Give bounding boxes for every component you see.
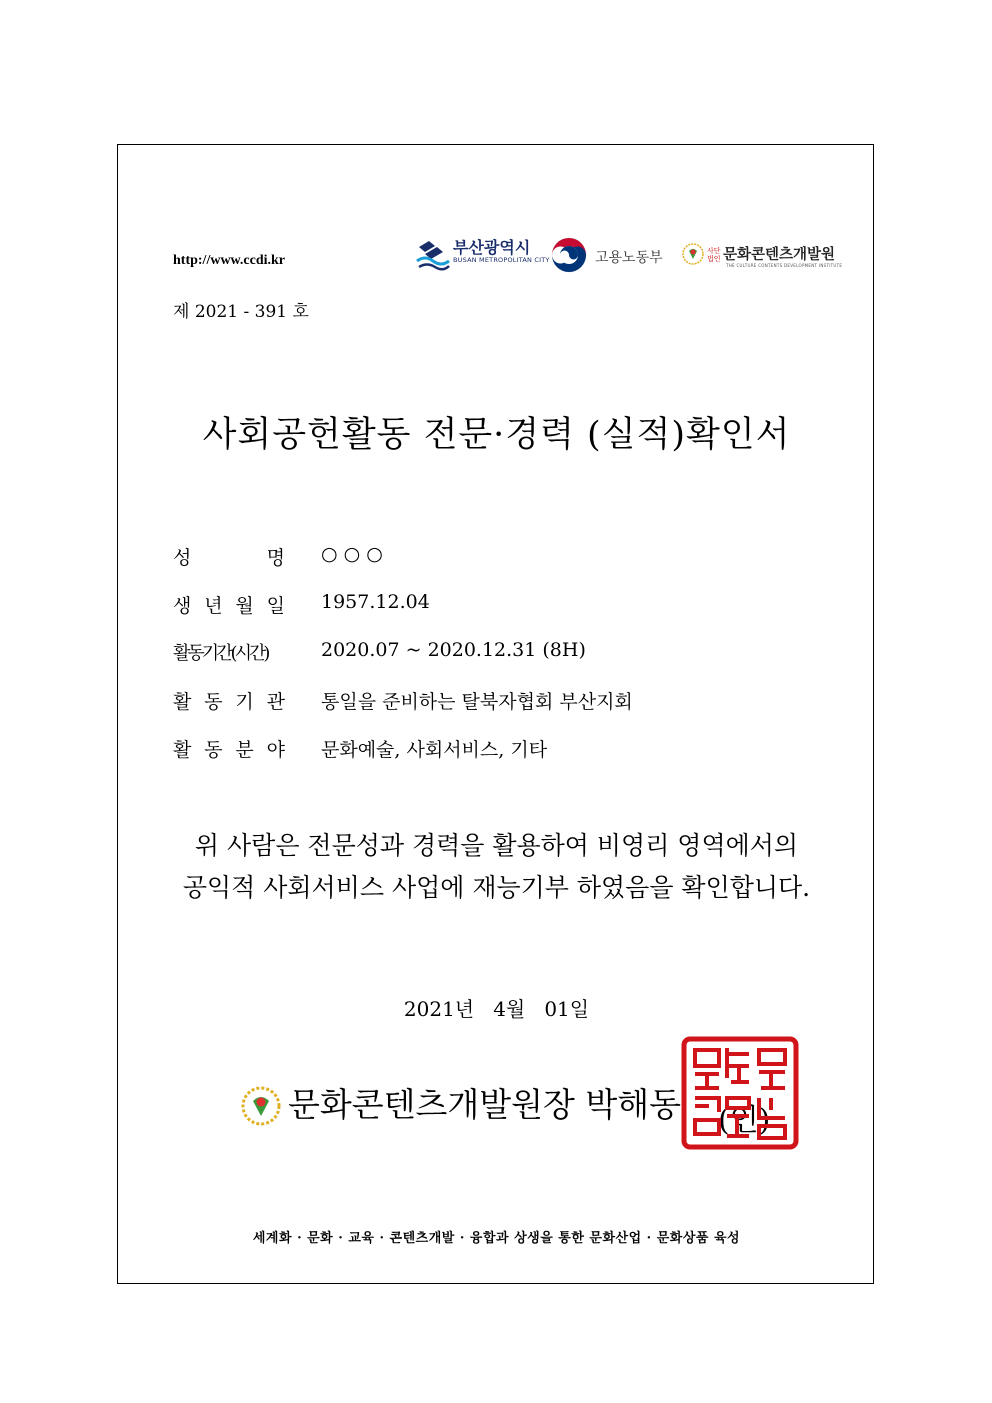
ccdi-prefix: 사단법인 [707,247,721,263]
busan-logo-text: 부산광역시 [453,238,531,257]
ccdi-logo-subtext: THE CULTURE CONTENTS DEVELOPMENT INSTITUTE [726,263,843,268]
ccdi-signature-emblem-icon [240,1085,282,1127]
official-seal-icon [681,1036,799,1150]
website-url[interactable]: http://www.ccdi.kr [173,253,285,268]
statement-line-1: 위 사람은 전문성과 경력을 활용하여 비영리 영역에서의 [194,831,799,860]
field-label-name: 성 명 [173,547,285,569]
field-value-organization: 통일을 준비하는 탈북자협회 부산지회 [321,691,633,713]
busan-logo-subtext: BUSAN METROPOLITAN CITY [453,256,550,264]
moel-logo-text: 고용노동부 [595,250,663,266]
field-value-name: ○ ○ ○ [321,543,383,565]
ccdi-logo-text: 문화콘텐츠개발원 [723,247,836,263]
document-title: 사회공헌활동 전문·경력 (실적)확인서 [202,415,791,455]
statement-line-2: 공익적 사회서비스 사업에 재능기부 하였음을 확인합니다. [182,873,811,902]
field-label-period: 활동기간(시간) [173,643,268,664]
issue-date: 2021년 4월 01일 [403,997,590,1021]
field-value-area: 문화예술, 사회서비스, 기타 [321,739,548,761]
busan-logo-icon [415,237,451,271]
document-number: 제 2021 - 391 호 [173,302,309,322]
confirmation-statement [118,825,875,909]
field-label-area: 활 동 분 야 [173,739,285,761]
ccdi-emblem-icon [682,243,704,265]
document-frame [117,144,874,1284]
field-value-birthdate: 1957.12.04 [321,591,430,613]
field-label-birthdate: 생 년 월 일 [173,595,285,617]
seal-mark: (인) [718,1103,771,1138]
field-value-period: 2020.07 ~ 2020.12.31 (8H) [321,639,586,661]
moel-taegeuk-icon [549,235,589,275]
signatory: 문화콘텐츠개발원장 박해동 [288,1085,682,1124]
field-label-organization: 활 동 기 관 [173,691,285,713]
footer-slogan: 세계화 · 문화 · 교육 · 콘텐츠개발 · 융합과 상생을 통한 문화산업 · 문화상품 육성 [252,1231,741,1246]
header-logos [415,233,845,277]
